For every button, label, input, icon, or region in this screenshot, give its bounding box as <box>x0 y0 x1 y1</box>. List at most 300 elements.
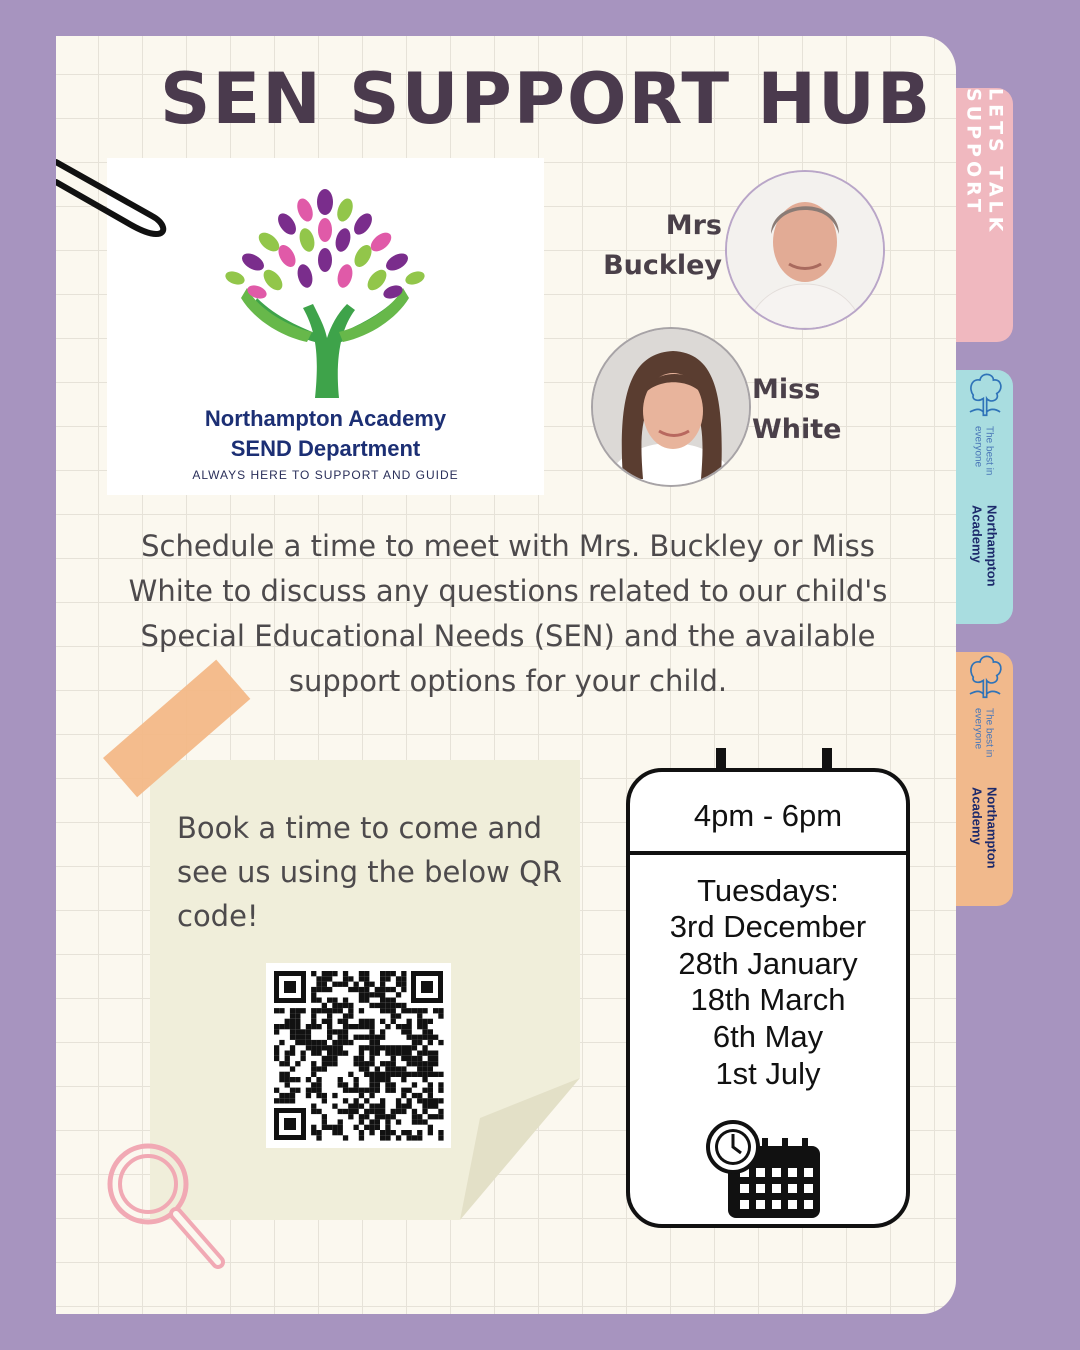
qr-module <box>391 971 396 976</box>
qr-module <box>401 1088 406 1093</box>
qr-module <box>311 1082 316 1087</box>
qr-module <box>428 1035 433 1040</box>
qr-module <box>412 1040 417 1045</box>
qr-module <box>396 976 401 981</box>
qr-module <box>417 1019 422 1024</box>
session-dates <box>626 909 910 1093</box>
qr-module <box>385 1045 390 1050</box>
qr-module <box>364 1114 369 1119</box>
qr-module <box>359 1024 364 1029</box>
qr-module <box>343 1013 348 1018</box>
qr-module <box>375 992 380 997</box>
qr-module <box>380 1008 385 1013</box>
qr-module <box>433 1072 438 1077</box>
qr-module <box>428 1040 433 1045</box>
qr-module <box>407 1051 412 1056</box>
qr-module <box>343 1135 348 1140</box>
qr-module <box>417 1066 422 1071</box>
person-photo-icon <box>727 172 883 328</box>
qr-module <box>396 1045 401 1050</box>
qr-module <box>322 1045 327 1050</box>
qr-module <box>401 1077 406 1082</box>
qr-module <box>422 1066 427 1071</box>
qr-module <box>417 1114 422 1119</box>
qr-module <box>290 1013 295 1018</box>
session-date: 3rd December <box>669 909 867 944</box>
qr-module <box>354 1109 359 1114</box>
qr-module <box>359 1035 364 1040</box>
qr-module <box>279 1077 284 1082</box>
qr-module <box>316 1109 321 1114</box>
qr-module <box>391 1072 396 1077</box>
qr-module <box>359 1114 364 1119</box>
qr-module <box>401 1051 406 1056</box>
qr-module <box>369 1104 374 1109</box>
qr-module <box>369 992 374 997</box>
qr-module <box>332 1029 337 1034</box>
qr-module <box>401 971 406 976</box>
qr-module <box>290 1093 295 1098</box>
qr-module <box>380 1029 385 1034</box>
qr-module <box>311 1066 316 1071</box>
qr-module <box>343 982 348 987</box>
qr-module <box>364 1109 369 1114</box>
qr-module <box>311 1109 316 1114</box>
qr-module <box>343 1098 348 1103</box>
qr-module <box>279 1098 284 1103</box>
qr-module <box>274 1098 279 1103</box>
qr-module <box>369 982 374 987</box>
qr-module <box>285 1072 290 1077</box>
qr-module <box>428 1066 433 1071</box>
qr-module <box>327 1051 332 1056</box>
session-date: 6th May <box>712 1019 824 1055</box>
qr-module <box>322 1125 327 1130</box>
tab-northampton-academy-1[interactable] <box>956 370 1013 624</box>
qr-module <box>375 1066 380 1071</box>
qr-module <box>401 1066 406 1071</box>
qr-module <box>401 1003 406 1008</box>
qr-module <box>369 1125 374 1130</box>
qr-module <box>279 1061 284 1066</box>
qr-module <box>332 1056 337 1061</box>
qr-module <box>396 1098 401 1103</box>
qr-module <box>412 1008 417 1013</box>
qr-module <box>301 1029 306 1034</box>
qr-module <box>290 1035 295 1040</box>
tab-lets-talk-support[interactable] <box>956 88 1013 342</box>
session-date: 18th March <box>690 982 846 1018</box>
qr-module <box>327 1019 332 1024</box>
qr-module <box>311 1024 316 1029</box>
qr-code-icon <box>266 963 451 1148</box>
qr-module <box>332 1061 337 1066</box>
qr-module <box>401 982 406 987</box>
qr-module <box>364 1066 369 1071</box>
qr-module <box>327 1045 332 1050</box>
qr-module <box>290 1019 295 1024</box>
qr-module <box>322 1019 327 1024</box>
qr-module <box>380 992 385 997</box>
qr-module <box>396 1104 401 1109</box>
qr-module <box>369 1109 374 1114</box>
qr-module <box>348 1013 353 1018</box>
qr-module <box>438 1088 443 1093</box>
qr-module <box>433 1051 438 1056</box>
qr-module <box>322 1066 327 1071</box>
qr-module <box>359 1008 364 1013</box>
qr-module <box>401 1056 406 1061</box>
qr-module <box>369 1003 374 1008</box>
qr-module <box>369 1019 374 1024</box>
staff-name-buckley <box>600 206 722 286</box>
qr-module <box>343 971 348 976</box>
note-fold-corner <box>460 1078 582 1222</box>
qr-module <box>274 1056 279 1061</box>
qr-module <box>369 1029 374 1034</box>
qr-module <box>354 1056 359 1061</box>
qr-module <box>380 1104 385 1109</box>
qr-module <box>322 1061 327 1066</box>
qr-module <box>311 1104 316 1109</box>
academy-tree-icon <box>963 652 1007 702</box>
qr-module <box>407 1035 412 1040</box>
qr-module <box>407 1029 412 1034</box>
qr-module <box>290 1045 295 1050</box>
qr-module <box>338 1119 343 1124</box>
qr-module <box>385 1130 390 1135</box>
qr-module <box>327 976 332 981</box>
qr-module <box>417 1008 422 1013</box>
qr-module <box>364 992 369 997</box>
qr-module <box>359 1104 364 1109</box>
qr-module <box>274 1045 279 1050</box>
qr-module <box>375 987 380 992</box>
qr-module <box>391 1130 396 1135</box>
qr-module <box>412 1056 417 1061</box>
qr-module <box>407 1045 412 1050</box>
qr-module <box>295 1019 300 1024</box>
qr-module <box>364 1024 369 1029</box>
qr-module <box>316 998 321 1003</box>
qr-module <box>438 1072 443 1077</box>
qr-module <box>332 1093 337 1098</box>
qr-module <box>422 1088 427 1093</box>
qr-module <box>332 982 337 987</box>
qr-module <box>311 1061 316 1066</box>
qr-module <box>359 1056 364 1061</box>
qr-module <box>369 1051 374 1056</box>
qr-module <box>375 1003 380 1008</box>
qr-module <box>396 1072 401 1077</box>
qr-module <box>290 1066 295 1071</box>
qr-module <box>401 987 406 992</box>
qr-module <box>375 1072 380 1077</box>
qr-module <box>369 1093 374 1098</box>
qr-module <box>380 987 385 992</box>
qr-module <box>327 971 332 976</box>
qr-module <box>322 1056 327 1061</box>
qr-module <box>316 1077 321 1082</box>
magnifier-icon <box>106 1142 226 1272</box>
qr-module <box>322 987 327 992</box>
qr-module <box>295 1035 300 1040</box>
booking-qr-code[interactable] <box>266 963 451 1148</box>
qr-module <box>279 1008 284 1013</box>
qr-module <box>433 1104 438 1109</box>
tab-brand-name: Northampton Academy <box>969 786 1000 869</box>
qr-module <box>380 1109 385 1114</box>
qr-module <box>380 1077 385 1082</box>
qr-module <box>311 971 316 976</box>
session-date: 28th January <box>678 945 858 981</box>
qr-module <box>322 982 327 987</box>
qr-module <box>396 982 401 987</box>
qr-module <box>428 1130 433 1135</box>
qr-module <box>417 1098 422 1103</box>
staff-name-white <box>752 370 872 450</box>
qr-module <box>438 1109 443 1114</box>
qr-module <box>301 1051 306 1056</box>
qr-module <box>332 1040 337 1045</box>
qr-module <box>354 1061 359 1066</box>
qr-module <box>274 1051 279 1056</box>
qr-module <box>316 1088 321 1093</box>
qr-module <box>301 1035 306 1040</box>
qr-module <box>354 1082 359 1087</box>
qr-module <box>306 1045 311 1050</box>
qr-module <box>380 1019 385 1024</box>
qr-module <box>380 1114 385 1119</box>
qr-module <box>285 1061 290 1066</box>
qr-module <box>359 1135 364 1140</box>
qr-module <box>343 1029 348 1034</box>
qr-module <box>332 1130 337 1135</box>
qr-module <box>407 1135 412 1140</box>
qr-module <box>438 1098 443 1103</box>
tab-northampton-academy-2[interactable] <box>956 652 1013 906</box>
qr-module <box>385 1072 390 1077</box>
qr-module <box>422 1029 427 1034</box>
calendar-divider <box>626 851 910 855</box>
qr-module <box>375 1125 380 1130</box>
qr-module <box>285 1077 290 1082</box>
qr-module <box>364 1035 369 1040</box>
qr-module <box>338 1130 343 1135</box>
qr-module <box>391 1013 396 1018</box>
paperclip-icon <box>56 150 176 240</box>
qr-module <box>343 1019 348 1024</box>
qr-module <box>343 1035 348 1040</box>
qr-module <box>412 1135 417 1140</box>
qr-module <box>417 1051 422 1056</box>
qr-module <box>401 1104 406 1109</box>
description-text: Schedule a time to meet with Mrs. Buckley or Miss White to discuss any questions related to our child's Special Educational Needs (SEN) and the available support options for your child. <box>128 529 888 698</box>
qr-module <box>364 982 369 987</box>
qr-module <box>364 1125 369 1130</box>
qr-module <box>332 1125 337 1130</box>
academy-tree-icon <box>963 370 1007 420</box>
qr-module <box>290 1077 295 1082</box>
qr-module <box>359 976 364 981</box>
qr-module <box>380 982 385 987</box>
qr-module <box>311 1051 316 1056</box>
qr-module <box>359 992 364 997</box>
qr-module <box>311 1125 316 1130</box>
qr-module <box>348 1088 353 1093</box>
qr-module <box>422 1072 427 1077</box>
qr-module <box>327 1061 332 1066</box>
qr-module <box>369 1056 374 1061</box>
qr-module <box>401 1109 406 1114</box>
qr-module <box>316 1024 321 1029</box>
staff-surname: White <box>752 414 842 445</box>
tab-brand-name: Northampton Academy <box>969 504 1000 587</box>
qr-module <box>438 1040 443 1045</box>
qr-module <box>412 1072 417 1077</box>
qr-module <box>375 1114 380 1119</box>
qr-module <box>422 1098 427 1103</box>
qr-module <box>354 1098 359 1103</box>
session-time: 4pm - 6pm <box>693 798 843 833</box>
qr-module <box>385 1077 390 1082</box>
qr-module <box>380 971 385 976</box>
qr-module <box>354 1088 359 1093</box>
qr-module <box>438 1135 443 1140</box>
qr-module <box>306 1077 311 1082</box>
qr-module <box>364 1019 369 1024</box>
qr-module <box>322 1098 327 1103</box>
qr-module <box>417 1093 422 1098</box>
qr-module <box>433 1114 438 1119</box>
qr-module <box>412 1093 417 1098</box>
qr-module <box>422 1077 427 1082</box>
qr-module <box>338 1109 343 1114</box>
qr-module <box>407 1130 412 1135</box>
qr-module <box>348 976 353 981</box>
staff-surname: Buckley <box>603 250 722 281</box>
qr-module <box>422 1035 427 1040</box>
qr-module <box>285 1098 290 1103</box>
qr-module <box>311 1088 316 1093</box>
qr-module <box>316 1093 321 1098</box>
qr-module <box>348 1024 353 1029</box>
qr-module <box>364 987 369 992</box>
qr-module <box>422 1109 427 1114</box>
qr-module <box>338 1008 343 1013</box>
qr-module <box>407 1061 412 1066</box>
qr-module <box>369 1130 374 1135</box>
qr-module <box>369 1077 374 1082</box>
qr-module <box>428 1061 433 1066</box>
qr-module <box>316 987 321 992</box>
qr-module <box>322 976 327 981</box>
qr-module <box>422 1119 427 1124</box>
qr-module <box>295 1040 300 1045</box>
qr-module <box>338 1045 343 1050</box>
qr-module <box>385 1003 390 1008</box>
qr-module <box>417 1130 422 1135</box>
qr-module <box>327 1035 332 1040</box>
qr-module <box>306 1035 311 1040</box>
qr-module <box>327 1029 332 1034</box>
qr-module <box>422 1008 427 1013</box>
qr-module <box>385 987 390 992</box>
qr-module <box>396 1109 401 1114</box>
qr-module <box>364 1045 369 1050</box>
qr-module <box>417 1061 422 1066</box>
qr-module <box>290 1088 295 1093</box>
qr-module <box>375 1077 380 1082</box>
qr-module <box>311 1019 316 1024</box>
qr-module <box>428 1056 433 1061</box>
qr-module <box>316 1082 321 1087</box>
qr-module <box>354 1035 359 1040</box>
qr-module <box>391 1003 396 1008</box>
qr-module <box>385 1082 390 1087</box>
qr-module <box>375 1045 380 1050</box>
qr-module <box>428 1082 433 1087</box>
qr-module <box>385 998 390 1003</box>
qr-module <box>322 1008 327 1013</box>
qr-module <box>375 1119 380 1124</box>
qr-module <box>354 1125 359 1130</box>
qr-module <box>428 1098 433 1103</box>
qr-module <box>380 1061 385 1066</box>
qr-module <box>412 1061 417 1066</box>
qr-module <box>428 1104 433 1109</box>
qr-module <box>338 1082 343 1087</box>
session-day: Tuesdays: <box>697 873 839 908</box>
qr-module <box>422 1019 427 1024</box>
qr-module <box>327 987 332 992</box>
qr-module <box>391 1066 396 1071</box>
qr-module <box>359 987 364 992</box>
qr-module <box>385 1114 390 1119</box>
qr-module <box>407 1024 412 1029</box>
qr-module <box>306 1029 311 1034</box>
qr-module <box>316 1066 321 1071</box>
qr-module <box>285 1093 290 1098</box>
qr-module <box>369 1035 374 1040</box>
qr-module <box>295 1061 300 1066</box>
qr-module <box>438 1008 443 1013</box>
qr-module <box>327 1008 332 1013</box>
qr-module <box>343 1088 348 1093</box>
qr-module <box>359 1066 364 1071</box>
qr-module <box>369 1072 374 1077</box>
qr-module <box>407 1056 412 1061</box>
logo-tagline: ALWAYS HERE TO SUPPORT AND GUIDE <box>192 468 459 482</box>
qr-module <box>438 1114 443 1119</box>
qr-module <box>332 1003 337 1008</box>
qr-module <box>412 1035 417 1040</box>
qr-module <box>369 1045 374 1050</box>
qr-module <box>412 1045 417 1050</box>
qr-module <box>322 1119 327 1124</box>
qr-module <box>359 1045 364 1050</box>
qr-module <box>316 1045 321 1050</box>
qr-module <box>327 1024 332 1029</box>
qr-module <box>290 1051 295 1056</box>
qr-module <box>438 1082 443 1087</box>
qr-module <box>359 1130 364 1135</box>
qr-module <box>343 1040 348 1045</box>
qr-module <box>290 1029 295 1034</box>
qr-module <box>422 1024 427 1029</box>
qr-module <box>396 1066 401 1071</box>
qr-module <box>417 1056 422 1061</box>
